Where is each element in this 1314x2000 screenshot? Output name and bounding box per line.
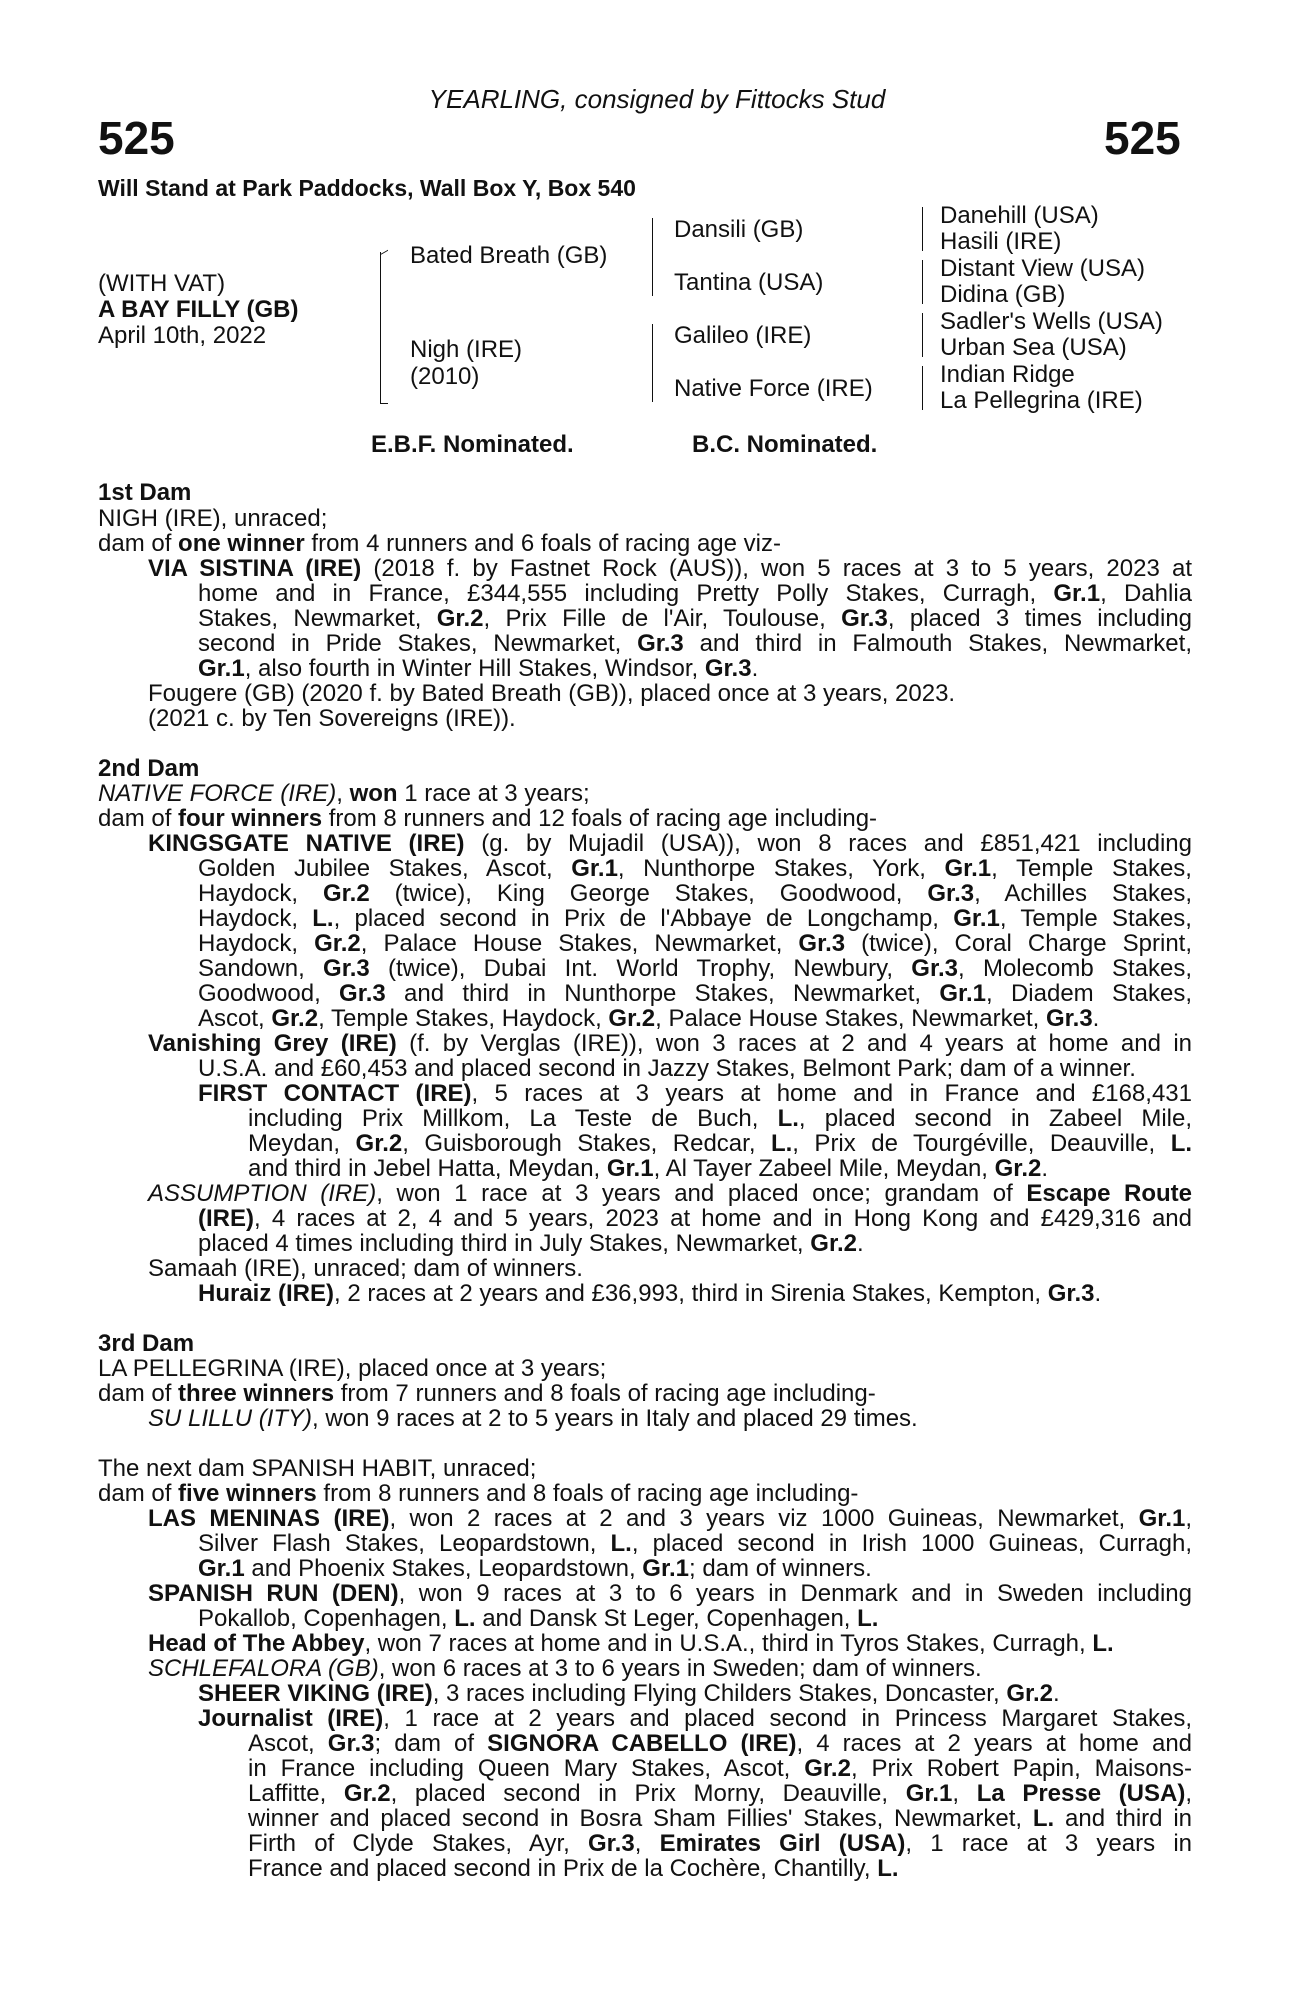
ebf-nomination: E.B.F. Nominated. [371,431,574,458]
next-dam-line: The next dam SPANISH HABIT, unraced; [98,1455,537,1482]
foaling-date: April 10th, 2022 [98,322,267,349]
dam1-line: NIGH (IRE), unraced; [98,505,328,532]
pedigree-gen4-4: Didina (GB) [940,281,1066,308]
via-sistina-entry: VIA SISTINA (IRE) (2018 f. by Fastnet Rock (AUS)), won 5 races at 3 to 5 years, 2023 at home and in France, £344,555 including Pretty Polly Stakes, Curragh, Gr.1, Dahlia Stakes, Newmarket, Gr.2, Prix Fille de l'Air, Toulouse, Gr.3, placed 3 times including second in Pride Stakes, Newmarket, Gr.3 and third in Falmouth Stakes, Newmarket, Gr.1, also fourth in Winter Hill Stakes, Windsor, Gr.3. [148,555,1193,682]
sire-bracket [652,218,653,296]
su-lillu-entry: SU LILLU (ITY), won 9 races at 2 to 5 years in Italy and placed 29 times. [148,1405,918,1432]
pedigree-gen4-7: Indian Ridge [940,361,1075,388]
pedigree-dam-year: (2010) [410,363,480,390]
pedigree-gen4-5: Sadler's Wells (USA) [940,308,1163,335]
samaah-entry: Samaah (IRE), unraced; dam of winners. [148,1255,583,1282]
section-heading-1st-dam: 1st Dam [98,479,192,506]
gen4-bracket-1 [922,207,923,251]
horse-name: A BAY FILLY (GB) [98,296,299,323]
fougere-entry: Fougere (GB) (2020 f. by Bated Breath (GB)), placed once at 3 years, 2023. [148,680,956,707]
pedigree-gen4-3: Distant View (USA) [940,255,1145,282]
section-heading-3rd-dam: 3rd Dam [98,1330,195,1357]
dam3-produce-line: dam of three winners from 7 runners and 8 foals of racing age including- [98,1380,876,1407]
lot-number-left: 525 [98,112,175,164]
schlefalora-entry: SCHLEFALORA (GB), won 6 races at 3 to 6 years in Sweden; dam of winners. [148,1655,982,1682]
next-dam-produce-line: dam of five winners from 8 runners and 8 foals of racing age including- [98,1480,859,1507]
dam3-line: LA PELLEGRINA (IRE), placed once at 3 years; [98,1355,607,1382]
section-heading-2nd-dam: 2nd Dam [98,755,200,782]
pedigree-gen3-3: Galileo (IRE) [674,322,812,349]
dam1-produce-line: dam of one winner from 4 runners and 6 foals of racing age viz- [98,530,781,557]
pedigree-bracket-bottom [380,403,388,405]
pedigree-sire: Bated Breath (GB) [410,242,608,269]
pedigree-bracket [380,252,381,404]
pedigree-gen4-2: Hasili (IRE) [940,228,1062,255]
vat-note: (WITH VAT) [98,270,226,297]
assumption-entry: ASSUMPTION (IRE), won 1 race at 3 years and placed once; grandam of Escape Route (IRE), 4 races at 2, 4 and 5 years, 2023 at home and in Hong Kong and £429,316 and placed 4 times including third in July Stakes, Newmarket, Gr.2. [148,1180,1193,1257]
first-contact-entry: FIRST CONTACT (IRE), 5 races at 3 years at home and in France and £168,431 including Prix Millkom, La Teste de Buch, L., placed second in Zabeel Mile, Meydan, Gr.2, Guisborough Stakes, Redcar, L., Prix de Tourgéville, Deauville, L. and third in Jebel Hatta, Meydan, Gr.1, Al Tayer Zabeel Mile, Meydan, Gr.2. [198,1080,1193,1182]
las-meninas-entry: LAS MENINAS (IRE), won 2 races at 2 and 3 years viz 1000 Guineas, Newmarket, Gr.1, Silver Flash Stakes, Leopardstown, L., placed second in Irish 1000 Guineas, Curragh, Gr.1 and Phoenix Stakes, Leopardstown, Gr.1; dam of winners. [148,1505,1193,1582]
lot-number-right: 525 [1104,112,1181,164]
stabling-location: Will Stand at Park Paddocks, Wall Box Y, Box 540 [98,175,636,201]
bc-nomination: B.C. Nominated. [692,431,878,458]
dam-bracket [652,324,653,402]
spanish-run-entry: SPANISH RUN (DEN), won 9 races at 3 to 6 years in Denmark and in Sweden including Pokallob, Copenhagen, L. and Dansk St Leger, Copenhagen, L. [148,1580,1192,1632]
head-of-the-abbey-entry: Head of The Abbey, won 7 races at home and in U.S.A., third in Tyros Stakes, Curragh, L. [148,1630,1114,1657]
catalogue-subtitle: YEARLING, consigned by Fittocks Stud [428,84,886,114]
pedigree-dam: Nigh (IRE) [410,336,523,363]
kingsgate-native-entry: KINGSGATE NATIVE (IRE) (g. by Mujadil (USA)), won 8 races and £851,421 including Golden Jubilee Stakes, Ascot, Gr.1, Nunthorpe Stakes, York, Gr.1, Temple Stakes, Haydock, Gr.2 (twice), King George Stakes, Goodwood, Gr.3, Achilles Stakes, Haydock, L., placed second in Prix de l'Abbaye de Longchamp, Gr.1, Temple Stakes, Haydock, Gr.2, Palace House Stakes, Newmarket, Gr.3 (twice), Coral Charge Sprint, Sandown, Gr.3 (twice), Dubai Int. World Trophy, Newbury, Gr.3, Molecomb Stakes, Goodwood, Gr.3 and third in Nunthorpe Stakes, Newmarket, Gr.1, Diadem Stakes, Ascot, Gr.2, Temple Stakes, Haydock, Gr.2, Palace House Stakes, Newmarket, Gr.3. [148,830,1193,1032]
pedigree-gen4-6: Urban Sea (USA) [940,334,1127,361]
pedigree-gen4-1: Danehill (USA) [940,202,1099,229]
gen4-bracket-2 [922,260,923,304]
gen4-bracket-3 [922,313,923,357]
gen4-bracket-4 [922,366,923,410]
pedigree-gen3-4: Native Force (IRE) [674,375,873,402]
pedigree-gen3-2: Tantina (USA) [674,269,824,296]
pedigree-gen3-1: Dansili (GB) [674,216,804,243]
pedigree-gen4-8: La Pellegrina (IRE) [940,387,1143,414]
vanishing-grey-entry: Vanishing Grey (IRE) (f. by Verglas (IRE)), won 3 races at 2 and 4 years at home and in U.S.A. and £60,453 and placed second in Jazzy Stakes, Belmont Park; dam of a winner. [148,1030,1192,1082]
journalist-entry: Journalist (IRE), 1 race at 2 years and placed second in Princess Margaret Stakes, Ascot, Gr.3; dam of SIGNORA CABELLO (IRE), 4 races at 2 years at home and in France including Queen Mary Stakes, Ascot, Gr.2, Prix Robert Papin, Maisons- Laffitte, Gr.2, placed second in Prix Morny, Deauville, Gr.1, La Presse (USA), winner and placed second in Bosra Sham Fillies' Stakes, Newmarket, L. and third in Firth of Clyde Stakes, Ayr, Gr.3, Emirates Girl (USA), 1 race at 3 years in France and placed second in Prix de la Cochère, Chantilly, L. [198,1705,1193,1882]
colt-2021-entry: (2021 c. by Ten Sovereigns (IRE)). [148,705,516,732]
pedigree-bracket-top [380,250,388,257]
sheer-viking-entry: SHEER VIKING (IRE), 3 races including Flying Childers Stakes, Doncaster, Gr.2. [198,1680,1060,1707]
huraiz-entry: Huraiz (IRE), 2 races at 2 years and £36,993, third in Sirenia Stakes, Kempton, Gr.3. [198,1280,1102,1307]
